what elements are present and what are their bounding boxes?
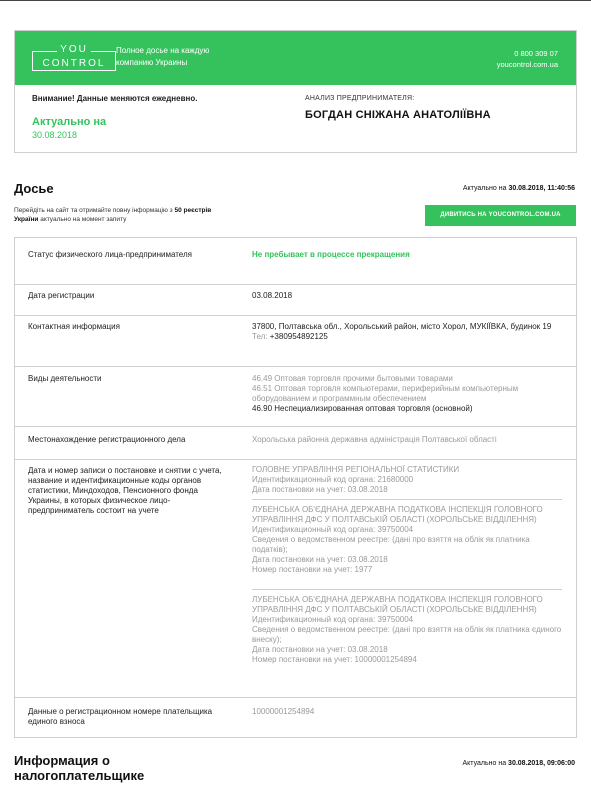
table-row-activities (15, 366, 576, 426)
record-authority-code: Идентификационный код органа: 39750004 (252, 615, 414, 624)
taxpayer-actual-datetime: 30.08.2018, 09:06:00 (508, 760, 575, 767)
table-row-location (15, 426, 576, 459)
record-authority-name: ЛУБЕНСЬКА ОБ'ЄДНАНА ДЕРЖАВНА ПОДАТКОВА ІНСПЕКЦІЯ ГОЛОВНОГО УПРАВЛІННЯ ДФС У ПОЛТАВСЬКІЙ ОБЛАСТІ (ХОРОЛЬСЬКЕ ВІДДІЛЕННЯ) (252, 505, 543, 524)
record-block-single-contribution (252, 595, 562, 665)
record-divider (252, 589, 562, 590)
taxpayer-actual-prefix: Актуально на (462, 760, 507, 767)
record-authority-name: ЛУБЕНСЬКА ОБ'ЄДНАНА ДЕРЖАВНА ПОДАТКОВА ІНСПЕКЦІЯ ГОЛОВНОГО УПРАВЛІННЯ ДФС У ПОЛТАВСЬКІЙ ОБЛАСТІ (ХОРОЛЬСЬКЕ ВІДДІЛЕННЯ) (252, 595, 543, 614)
record-authority-name: ГОЛОВНЕ УПРАВЛІННЯ РЕГІОНАЛЬНОЇ СТАТИСТИКИ (252, 465, 460, 474)
dossier-actual-prefix: Актуально на (462, 185, 507, 192)
intro-registry-count: 50 (174, 207, 182, 214)
dossier-title: Досье (14, 181, 54, 196)
activities-label: Виды деятельности (28, 374, 102, 383)
record-number: Номер постановки на учет: 10000001254894 (252, 655, 417, 664)
logo-bottom-text: CONTROL (42, 58, 106, 69)
record-date: Дата постановки на учет: 03.08.2018 (252, 645, 388, 654)
brand-banner (15, 31, 576, 85)
record-registry-info: Сведения о ведомственном реестре: (дані про взяття на облік як платника податків); (252, 535, 530, 554)
dossier-table (14, 237, 577, 738)
contact-phone-label: Тел: (252, 332, 268, 341)
table-row-records (15, 459, 576, 697)
brand-website: youcontrol.com.ua (496, 60, 558, 69)
record-date: Дата постановки на учет: 03.08.2018 (252, 555, 388, 564)
records-label: Дата и номер записи о постановке и снятии с учета, название и идентификационные коды органов статистики, Миндоходов, Пенсионного фонда Украины, в которых физическое лицо-предприниматель состоит на учете (28, 466, 222, 515)
intro-registries: реєстрів України (14, 207, 212, 223)
entrepreneur-name: БОГДАН СНІЖАНА АНАТОЛІЇВНА (305, 109, 491, 121)
intro-text-a: Перейдіть на сайт та отримайте повну інформацію з (14, 207, 173, 214)
top-divider (0, 0, 591, 1)
record-authority-code: Идентификационный код органа: 21680000 (252, 475, 414, 484)
table-row-payer (15, 697, 576, 737)
actual-date: 30.08.2018 (32, 130, 78, 140)
table-row-reg-date (15, 284, 576, 315)
record-divider (252, 499, 562, 500)
contact-phone: +380954892125 (269, 332, 328, 341)
dossier-intro (14, 206, 224, 224)
contact-value (252, 322, 562, 342)
actual-label: Актуально на (32, 116, 107, 128)
activity-item-main: 46.90 Неспециализированная оптовая торговля (основной) (252, 404, 473, 413)
dossier-actual-timestamp (463, 185, 575, 192)
record-number: Номер постановки на учет: 1977 (252, 565, 373, 574)
intro-text-c: актуально на момент запиту (40, 216, 127, 223)
record-date: Дата постановки на учет: 03.08.2018 (252, 485, 388, 494)
update-warning: Внимание! Данные меняются ежедневно. (32, 94, 198, 103)
location-value: Хорольська районна державна адміністрація Полтавської області (252, 435, 497, 444)
brand-contacts (497, 48, 558, 70)
activity-item: 46.51 Оптовая торговля компьютерами, периферийным компьютерным оборудованием и программным обеспечением (252, 384, 519, 403)
view-on-youcontrol-button[interactable]: ДИВИТИСЬ НА YOUCONTROL.COM.UA (425, 205, 576, 226)
table-row-status (15, 238, 576, 284)
record-block-tax-payer (252, 505, 562, 575)
table-row-contact (15, 315, 576, 366)
analysis-label: АНАЛИЗ ПРЕДПРИНИМАТЕЛЯ: (305, 95, 415, 102)
logo-top-text: YOU (60, 44, 88, 55)
contact-label: Контактная информация (28, 322, 120, 331)
report-header-card (14, 30, 577, 153)
record-authority-code: Идентификационный код органа: 39750004 (252, 525, 414, 534)
status-label: Статус физического лица-предпринимателя (28, 250, 192, 259)
reg-date-label: Дата регистрации (28, 291, 95, 300)
contact-address: 37800, Полтавська обл., Хорольський район, місто Хорол, МУКІЇВКА, будинок 19 (252, 322, 552, 331)
reg-date-value: 03.08.2018 (252, 291, 293, 300)
dossier-actual-datetime: 30.08.2018, 11:40:56 (508, 185, 575, 192)
record-block-statistics (252, 465, 562, 495)
youcontrol-logo (32, 44, 116, 71)
brand-tagline: Полное досье на каждую компанию Украины (116, 46, 210, 67)
brand-phone: 0 800 309 07 (514, 49, 558, 58)
activities-value (252, 374, 562, 414)
taxpayer-actual-timestamp (462, 760, 575, 767)
taxpayer-section-title: Информация о налогоплательщике (14, 753, 145, 783)
payer-label: Данные о регистрационном номере плательщика единого взноса (28, 707, 213, 726)
location-label: Местонахождение регистрационного дела (28, 435, 186, 444)
status-value: Не пребывает в процессе прекращения (252, 250, 410, 259)
payer-value: 10000001254894 (252, 707, 315, 716)
activity-item: 46.49 Оптовая торговля прочими бытовыми товарами (252, 374, 453, 383)
record-registry-info: Сведения о ведомственном реестре: (дані про взяття на облік як платника єдиного внеску); (252, 625, 562, 644)
